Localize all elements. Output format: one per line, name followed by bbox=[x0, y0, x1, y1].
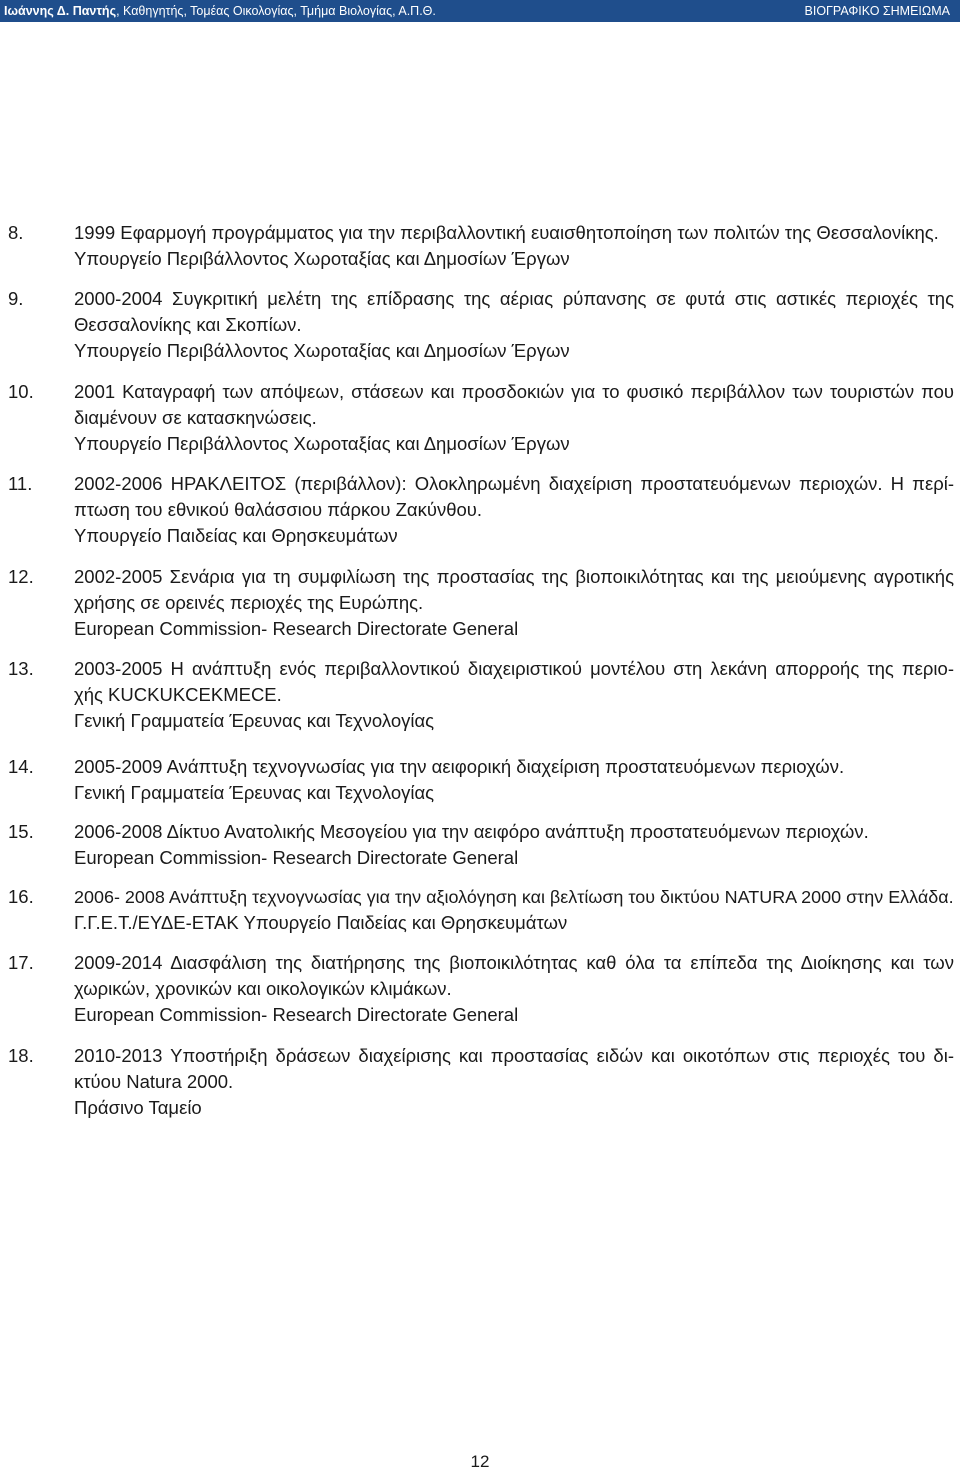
entry-number: 8. bbox=[8, 222, 24, 243]
header-author bbox=[4, 0, 436, 22]
entry-body bbox=[74, 471, 954, 549]
entry-body bbox=[74, 564, 954, 642]
entry-funder: Γενική Γραμματεία Έρευνας και Τεχνολογίας bbox=[74, 710, 435, 731]
entry-number: 15. bbox=[8, 821, 34, 842]
entry-number: 13. bbox=[8, 658, 34, 679]
entry-funder: Γ.Γ.Ε.Τ./ΕΥΔΕ-ΕΤΑΚ Υπουργείο Παιδείας και Θρησκευμάτων bbox=[74, 912, 568, 933]
entry-title-line: 2002-2006 ΗΡΑΚΛΕΙΤΟΣ (περιβάλλον): Ολοκληρωμένη διαχείριση προστατευόμενων περιοχών. Η περί- bbox=[74, 473, 954, 494]
entry-title-line: 2005-2009 Ανάπτυξη τεχνογνωσίας για την αειφορική διαχείριση προστατευόμενων περιοχών. bbox=[74, 756, 845, 777]
entry-body bbox=[74, 379, 954, 457]
entry-title-line: 2010-2013 Υποστήριξη δράσεων διαχείρισης και προστασίας ειδών και οικοτόπων στις περιοχές του δι- bbox=[74, 1045, 954, 1066]
entry-funder: European Commission- Research Directorate General bbox=[74, 847, 519, 868]
entry-number: 16. bbox=[8, 886, 34, 907]
header-document-title: ΒΙΟΓΡΑΦΙΚΟ ΣΗΜΕΙΩΜΑ bbox=[804, 4, 950, 18]
entry-title-line: πτωση του εθνικού θαλάσσιου πάρκου Ζακύνθου. bbox=[74, 499, 483, 520]
entry-body bbox=[74, 819, 954, 871]
entry-funder: Υπουργείο Περιβάλλοντος Χωροταξίας και Δημοσίων Έργων bbox=[74, 248, 570, 269]
entry-number: 10. bbox=[8, 381, 34, 402]
entry-title-line: 2002-2005 Σενάρια για τη συμφιλίωση της προστασίας της βιοποικιλότητας και της μειούμενης αγροτικής bbox=[74, 566, 954, 587]
entry-title-line: χρήσης σε ορεινές περιοχές της Ευρώπης. bbox=[74, 592, 424, 613]
entry-funder: Υπουργείο Παιδείας και Θρησκευμάτων bbox=[74, 525, 398, 546]
entry-body bbox=[74, 656, 954, 734]
entry-title-line: 2009-2014 Διασφάλιση της διατήρησης της βιοποικιλότητας καθ όλα τα επίπεδα της Διοίκησης και των bbox=[74, 952, 954, 973]
entry-title-line: 2001 Καταγραφή των απόψεων, στάσεων και προσδοκιών για το φυσικό περιβάλλον των τουριστών που bbox=[74, 381, 954, 402]
page-header bbox=[0, 0, 960, 22]
entry-title-line: 2003-2005 Η ανάπτυξη ενός περιβαλλοντικού διαχειριστικού μοντέλου στη λεκάνη απορροής της περιο- bbox=[74, 658, 954, 679]
entry-title-line: 1999 Εφαρμογή προγράμματος για την περιβαλλοντική ευαισθητοποίηση των πολιτών της Θεσσαλονίκης. bbox=[74, 222, 939, 243]
entry-body bbox=[74, 286, 954, 364]
entry-title-line: Θεσσαλονίκης και Σκοπίων. bbox=[74, 314, 302, 335]
page-number: 12 bbox=[470, 1452, 490, 1471]
entry-number: 17. bbox=[8, 952, 34, 973]
author-affiliation: , Καθηγητής, Τομέας Οικολογίας, Τμήμα Βιολογίας, Α.Π.Θ. bbox=[116, 4, 436, 18]
entry-funder: Υπουργείο Περιβάλλοντος Χωροταξίας και Δημοσίων Έργων bbox=[74, 433, 570, 454]
entry-body bbox=[74, 884, 954, 936]
entry-title-line: διαμένουν σε κατασκηνώσεις. bbox=[74, 407, 317, 428]
entry-funder: Πράσινο Ταμείο bbox=[74, 1097, 202, 1118]
author-name: Ιωάννης Δ. Παντής bbox=[4, 4, 117, 18]
entry-body bbox=[74, 950, 954, 1028]
entry-body bbox=[74, 220, 954, 272]
entry-title-line: 2006-2008 Δίκτυο Ανατολικής Μεσογείου για την αειφόρο ανάπτυξη προστατευόμενων περιοχών. bbox=[74, 821, 869, 842]
entry-body bbox=[74, 1043, 954, 1121]
entry-title-line: κτύου Natura 2000. bbox=[74, 1071, 234, 1092]
entry-funder: European Commission- Research Directorate General bbox=[74, 618, 519, 639]
entry-number: 14. bbox=[8, 756, 34, 777]
entry-title-line: χής KUCKUKCEKMECE. bbox=[74, 684, 282, 705]
entry-number: 11. bbox=[8, 473, 33, 494]
entry-funder: Υπουργείο Περιβάλλοντος Χωροταξίας και Δημοσίων Έργων bbox=[74, 340, 570, 361]
entry-title-line: χωρικών, χρονικών και οικολογικών κλιμάκων. bbox=[74, 978, 452, 999]
entry-number: 9. bbox=[8, 288, 24, 309]
entry-number: 12. bbox=[8, 566, 34, 587]
entry-body bbox=[74, 754, 954, 806]
entry-title-line: 2000-2004 Συγκριτική μελέτη της επίδρασης της αέριας ρύπανσης σε φυτά στις αστικές περιοχές της bbox=[74, 288, 954, 309]
entry-number: 18. bbox=[8, 1045, 34, 1066]
entry-funder: European Commission- Research Directorate General bbox=[74, 1004, 519, 1025]
entry-funder: Γενική Γραμματεία Έρευνας και Τεχνολογίας bbox=[74, 782, 435, 803]
entry-title-line: 2006- 2008 Ανάπτυξη τεχνογνωσίας για την αξιολόγηση και βελτίωση του δικτύου NATURA 2000 στην Ελλάδα. bbox=[74, 887, 954, 907]
